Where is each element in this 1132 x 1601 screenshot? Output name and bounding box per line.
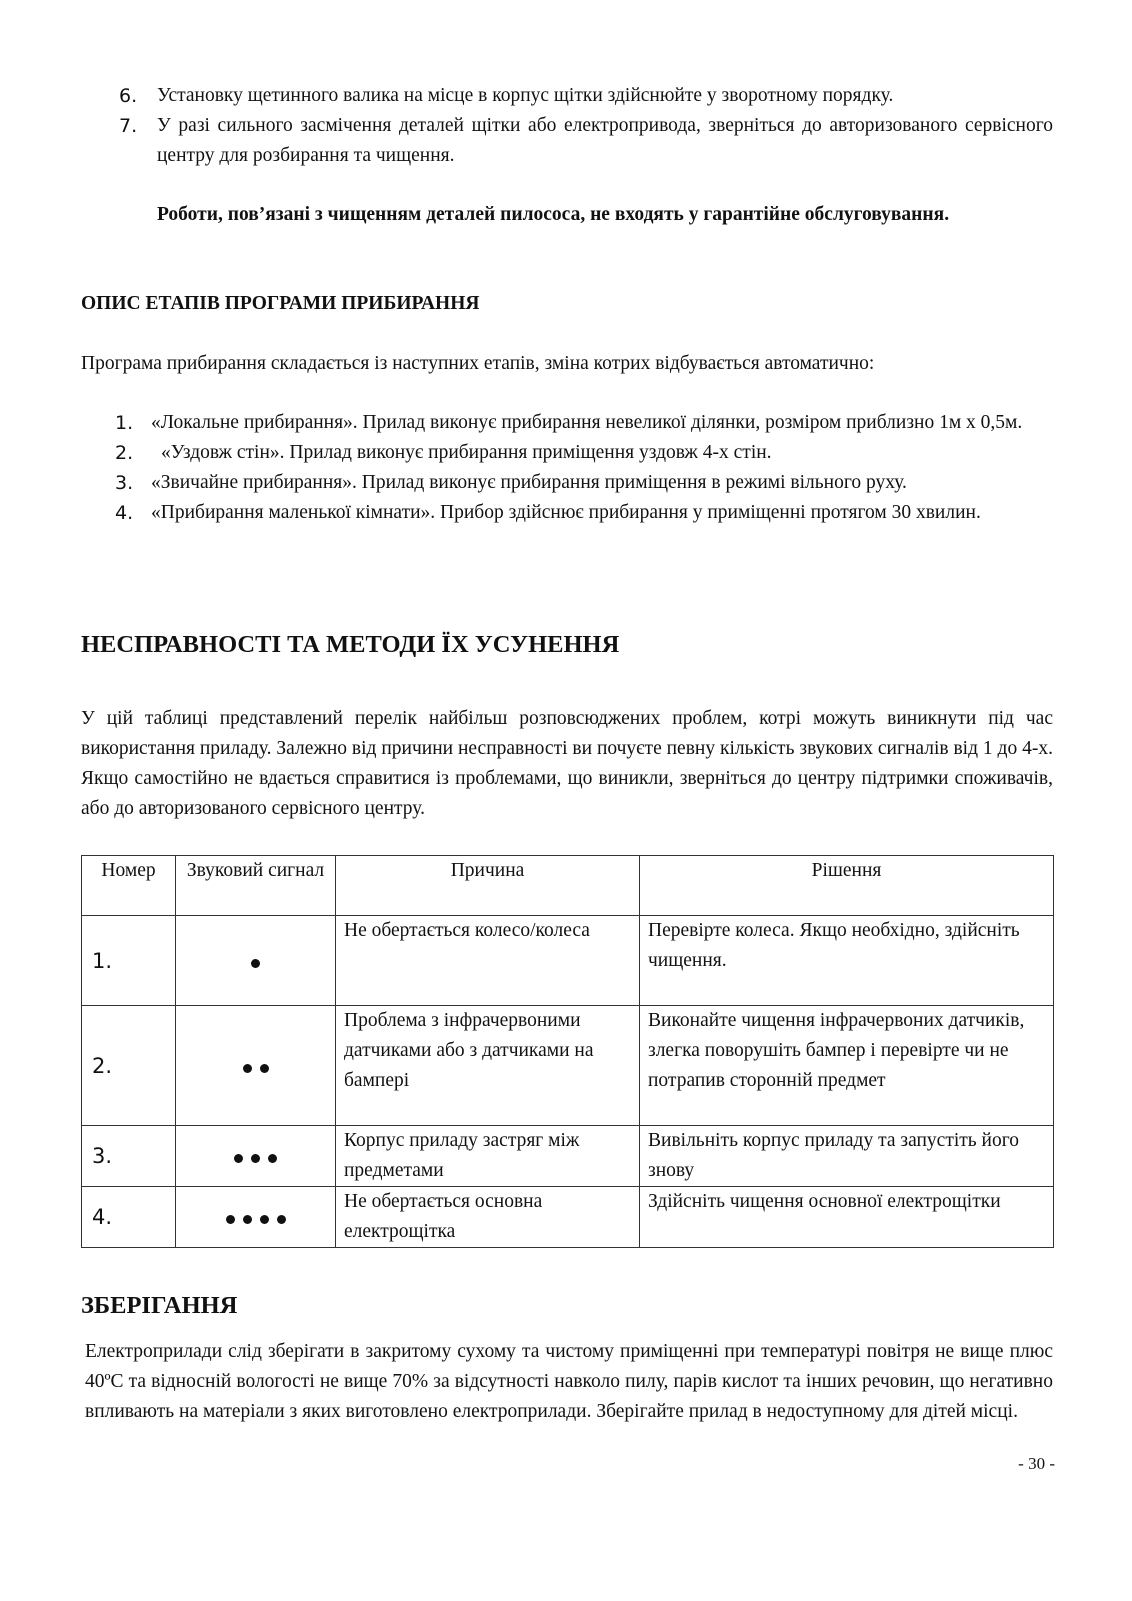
list-item [81, 111, 1053, 171]
beep-dot-icon [268, 1154, 277, 1163]
faults-intro: У цій таблиці представлений перелік найбільш розповсюджених проблем, котрі можуть виникнути під час використання приладу. Залежно від причини несправності ви почуєте певну кількість звукових сигналів від 1 до 4-х. Якщо самостійно не вдається справитися із проблемами, що виникли, зверніться до центру підтримки споживачів, або до авторизованого сервісного центру. [81, 708, 1053, 819]
faults-table [81, 855, 1054, 1248]
row-number: 4. [82, 1187, 176, 1248]
row-solution: Виконайте чищення інфрачервоних датчиків, злегка поворушіть бампер і перевірте чи не потрапив сторонній предмет [640, 1006, 1054, 1126]
list-item-text: «Локальне прибирання». Прилад виконує прибирання невеликої ділянки, розміром приблизно 1м x 0,5м. [151, 412, 1023, 433]
list-item-number: 3. [115, 472, 134, 494]
beep-indicator [176, 916, 336, 1006]
beep-dot-icon [234, 1154, 243, 1163]
table-row [82, 1006, 1054, 1126]
list-item-number: 2. [115, 442, 134, 464]
list-item [81, 498, 1053, 528]
program-intro: Програма прибирання складається із наступних етапів, зміна котрих відбувається автоматично: [81, 353, 875, 374]
row-number: 2. [82, 1006, 176, 1126]
cleaning-instructions-list [81, 81, 1053, 171]
beep-dot-icon [226, 1215, 235, 1224]
beep-indicator [176, 1187, 336, 1248]
beep-dot-icon [260, 1064, 269, 1073]
list-item [81, 81, 1053, 111]
row-solution: Здійсніть чищення основної електрощітки [640, 1187, 1054, 1248]
table-row [82, 1187, 1054, 1248]
beep-dot-icon [251, 1154, 260, 1163]
row-solution: Вивільніть корпус приладу та запустіть його знову [640, 1126, 1054, 1187]
program-heading: ОПИС ЕТАПІВ ПРОГРАМИ ПРИБИРАННЯ [81, 293, 480, 314]
row-number: 1. [82, 916, 176, 1006]
list-item-text: У разі сильного засмічення деталей щітки або електропривода, зверніться до авторизованого сервісного центру для розбирання та чищення. [157, 115, 1053, 166]
header-beep: Звуковий сигнал [176, 856, 336, 916]
beep-dot-icon [243, 1215, 252, 1224]
row-cause: Корпус приладу застряг між предметами [336, 1126, 640, 1187]
warranty-note: Роботи, пов’язані з чищенням деталей пилососа, не входять у гарантійне обслуговування. [157, 204, 950, 225]
list-item [81, 468, 1053, 498]
beep-dot-icon [260, 1215, 269, 1224]
beep-indicator [176, 1126, 336, 1187]
list-item-text: Установку щетинного валика на місце в корпус щітки здійснюйте у зворотному порядку. [157, 85, 894, 106]
program-steps-list [81, 408, 1053, 528]
header-number: Номер [82, 856, 176, 916]
row-cause: Не обертається колесо/колеса [336, 916, 640, 1006]
beep-dot-icon [251, 959, 260, 968]
table-row [82, 916, 1054, 1006]
list-item-text: «Прибирання маленької кімнати». Прибор здійснює прибирання у приміщенні протягом 30 хвилин. [151, 502, 981, 523]
list-item-text: «Звичайне прибирання». Прилад виконує прибирання приміщення в режимі вільного руху. [151, 472, 907, 493]
table-row [82, 1126, 1054, 1187]
list-item [81, 408, 1053, 438]
storage-text: Електроприлади слід зберігати в закритому сухому та чистому приміщенні при температурі повітря не вище плюс 40ºС та відносній вологості не вище 70% за відсутності навколо пилу, парів кислот та інших речовин, що негативно впливають на матеріали з яких виготовлено електроприлади. Зберігайте прилад в недоступному для дітей місці. [85, 1341, 1053, 1422]
row-number: 3. [82, 1126, 176, 1187]
list-item [81, 438, 1053, 468]
storage-heading: ЗБЕРІГАННЯ [81, 1292, 238, 1319]
beep-dot-icon [243, 1064, 252, 1073]
list-item-number: 6. [119, 85, 138, 107]
list-item-number: 7. [119, 115, 138, 137]
header-solution: Рішення [640, 856, 1054, 916]
row-cause: Не обертається основна електрощітка [336, 1187, 640, 1248]
row-solution: Перевірте колеса. Якщо необхідно, здійсніть чищення. [640, 916, 1054, 1006]
header-cause: Причина [336, 856, 640, 916]
beep-indicator [176, 1006, 336, 1126]
row-cause: Проблема з інфрачервоними датчиками або з датчиками на бампері [336, 1006, 640, 1126]
table-header-row [82, 856, 1054, 916]
page-number: - 30 - [1018, 1454, 1055, 1473]
beep-dot-icon [277, 1215, 286, 1224]
faults-heading: НЕСПРАВНОСТІ ТА МЕТОДИ ЇХ УСУНЕННЯ [81, 631, 620, 658]
list-item-number: 1. [115, 412, 134, 434]
list-item-number: 4. [115, 502, 134, 524]
list-item-text: «Уздовж стін». Прилад виконує прибирання приміщення уздовж 4-х стін. [161, 442, 772, 463]
